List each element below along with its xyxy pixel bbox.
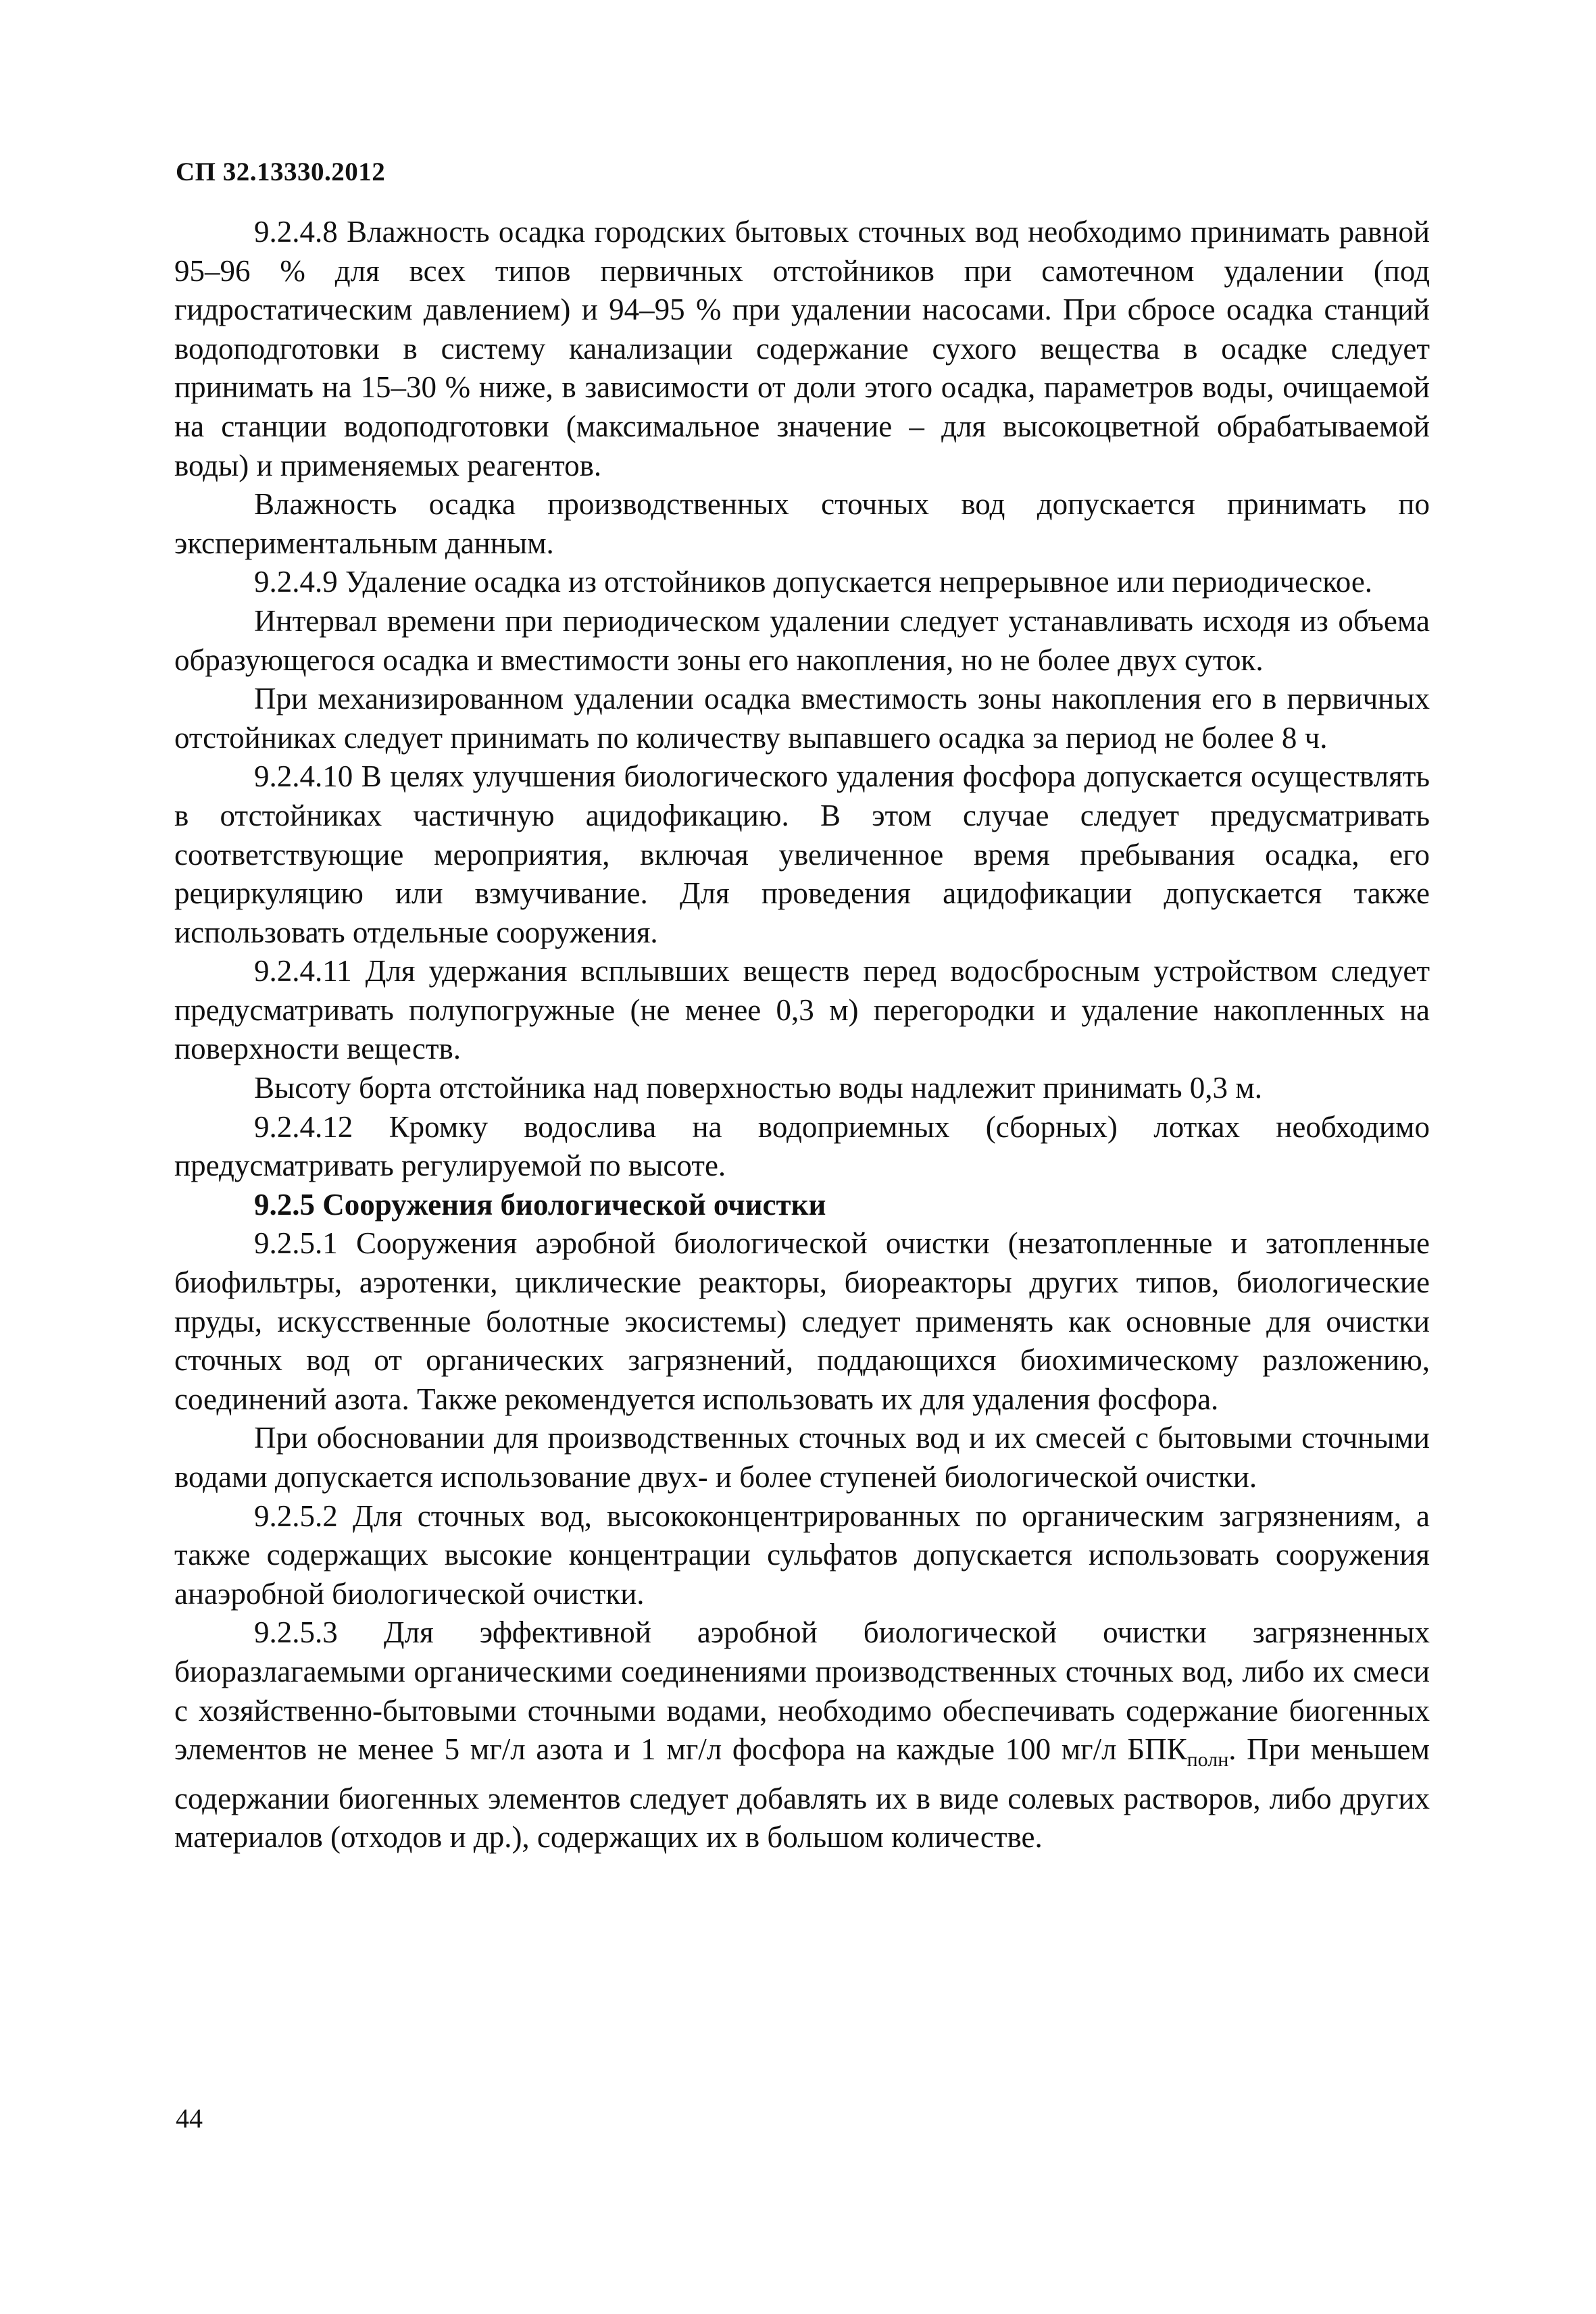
page-body <box>174 213 1430 1857</box>
section-heading-9-2-5: 9.2.5 Сооружения биологической очистки <box>254 1187 826 1222</box>
bpk-subscript: полн <box>1187 1749 1229 1771</box>
paragraph-multistage-treatment: При обосновании для производственных сточных вод и их смесей с бытовыми сточными водами допускается использование двух- и более ступеней биологической очистки. <box>174 1421 1430 1494</box>
page-number: 44 <box>176 2103 203 2134</box>
paragraph-9-2-4-11: 9.2.4.11 Для удержания всплывших веществ перед водосбросным устройством следует предусматривать полупогружные (не менее 0,3 м) перегородки и удаление накопленных на поверхности веществ. <box>174 954 1430 1066</box>
paragraph-9-2-4-12: 9.2.4.12 Кромку водослива на водоприемных (сборных) лотках необходимо предусматривать регулируемой по высоте. <box>174 1109 1430 1183</box>
paragraph-9-2-4-8: 9.2.4.8 Влажность осадка городских бытовых сточных вод необходимо принимать равной 95–96 % для всех типов первичных отстойников при самотечном удалении (под гидростатическим давлением) и 94–95 % при удалении насосами. При сбросе осадка станций водоподготовки в систему канализации содержание сухого вещества в осадке следует принимать на 15–30 % ниже, в зависимости от доли этого осадка, параметров воды, очищаемой на станции водоподготовки (максимальное значение – для высокоцветной обрабатываемой воды) и применяемых реагентов. <box>174 215 1430 482</box>
document-code-header: СП 32.13330.2012 <box>176 157 386 186</box>
paragraph-tank-board-height: Высоту борта отстойника над поверхностью воды надлежит принимать 0,3 м. <box>254 1071 1262 1105</box>
paragraph-9-2-5-1: 9.2.5.1 Сооружения аэробной биологической очистки (незатопленные и затопленные биофильтры, аэротенки, циклические реакторы, биореакторы других типов, биологические пруды, искусственные болотные экосистемы) следует применять как основные для очистки сточных вод от органических загрязнений, поддающихся биохимическому разложению, соединений азота. Также рекомендуется использовать их для удаления фосфора. <box>174 1226 1430 1416</box>
paragraph-sediment-humidity: Влажность осадка производственных сточных вод допускается принимать по экспериментальным данным. <box>174 487 1430 560</box>
paragraph-9-2-5-3-text-end: . При меньшем содержании биогенных элементов следует добавлять их в виде солевых растворов, либо других материалов (отходов и др.), содержащих их в большом количестве. <box>174 1732 1430 1855</box>
paragraph-9-2-4-9: 9.2.4.9 Удаление осадка из отстойников допускается непрерывное или периодическое. <box>254 565 1373 599</box>
paragraph-9-2-4-10: 9.2.4.10 В целях улучшения биологического удаления фосфора допускается осуществлять в отстойниках частичную ацидофикацию. В этом случае следует предусматривать соответствующие мероприятия, включая увеличенное время пребывания осадка, его рециркуляцию или взмучивание. Для проведения ацидофикации допускается также использовать отдельные сооружения. <box>174 759 1430 949</box>
paragraph-removal-interval: Интервал времени при периодическом удалении следует устанавливать исходя из объема образующегося осадка и вместимости зоны его накопления, но не более двух суток. <box>174 603 1430 677</box>
paragraph-9-2-5-3 <box>174 1613 1430 1857</box>
paragraph-9-2-5-3-text: 9.2.5.3 Для эффективной аэробной биологической очистки загрязненных биоразлагаемыми органическими соединениями производственных сточных вод, либо их смеси с хозяйственно-бытовыми сточными водами, необходимо обеспечивать содержание биогенных элементов не менее 5 мг/л азота и 1 мг/л фосфора на каждые 100 мг/л БПК <box>174 1615 1430 1767</box>
paragraph-9-2-5-2: 9.2.5.2 Для сточных вод, высококонцентрированных по органическим загрязнениям, а также содержащих высокие концентрации сульфатов допускается использовать сооружения анаэробной биологической очистки. <box>174 1499 1430 1611</box>
paragraph-mechanized-removal: При механизированном удалении осадка вместимость зоны накопления его в первичных отстойниках следует принимать по количеству выпавшего осадка за период не более 8 ч. <box>174 682 1430 755</box>
